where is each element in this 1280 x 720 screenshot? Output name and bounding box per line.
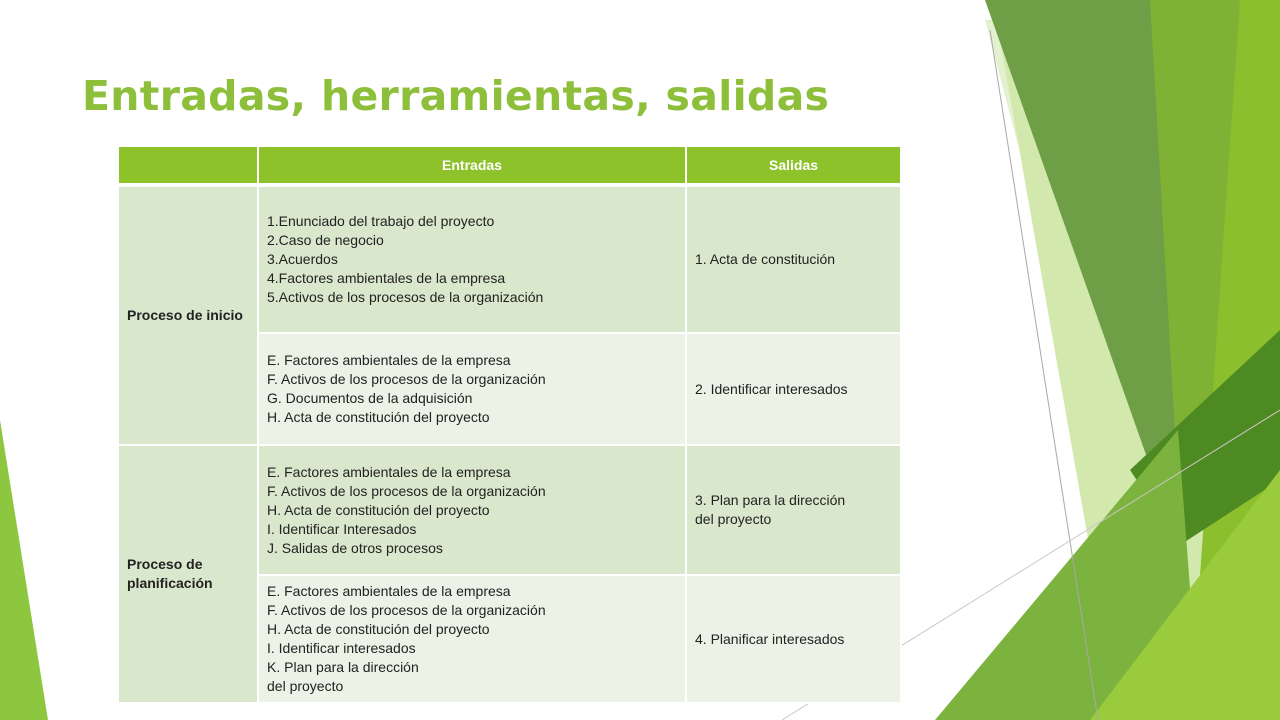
process-planificacion-cell: Proceso de planificación [118,445,258,703]
entradas-cell [258,185,686,333]
entrada-item: E. Factores ambientales de la empresa [267,583,511,599]
salida-item: 4. Planificar interesados [695,630,845,647]
entradas-cell [258,445,686,575]
table-row [118,185,901,333]
entrada-item: del proyecto [267,678,344,694]
entrada-item: 4.Factores ambientales de la empresa [267,270,506,286]
entrada-item: F. Activos de los procesos de la organización [267,371,546,387]
entrada-item: 5.Activos de los procesos de la organización [267,289,544,305]
salida-item: del proyecto [695,511,772,527]
entrada-item: I. Identificar Interesados [267,520,417,537]
slide-title: Entradas, herramientas, salidas [82,72,830,120]
entrada-item: F. Activos de los procesos de la organización [267,482,546,499]
entrada-item: K. Plan para la dirección [267,659,419,675]
entrada-item: I. Identificar interesados [267,640,416,656]
entrada-item: E. Factores ambientales de la empresa [267,463,511,480]
entrada-item: H. Acta de constitución del proyecto [267,409,490,425]
entrada-item: G. Documentos de la adquisición [267,390,473,406]
salidas-cell [686,575,901,703]
header-empty [118,146,258,185]
entrada-item: J. Salidas de otros procesos [267,539,443,556]
entrada-item: F. Activos de los procesos de la organización [267,602,546,618]
entrada-item: 2.Caso de negocio [267,232,384,248]
entrada-item: 3.Acuerdos [267,251,338,267]
header-salidas: Salidas [686,146,901,185]
entrada-item: E. Factores ambientales de la empresa [267,352,511,368]
left-edge-shape [0,420,48,720]
entrada-item: H. Acta de constitución del proyecto [267,501,490,518]
salidas-cell [686,333,901,445]
process-table [117,145,902,704]
salida-item: 2. Identificar interesados [695,380,848,397]
entradas-cell [258,575,686,703]
entrada-item: H. Acta de constitución del proyecto [267,621,490,637]
table-header-row [118,146,901,185]
salida-item: 3. Plan para la dirección [695,492,846,508]
entrada-item: 1.Enunciado del trabajo del proyecto [267,213,495,229]
salida-item: 1. Acta de constitución [695,251,836,267]
table-row [118,445,901,575]
salidas-cell [686,185,901,333]
salidas-cell [686,445,901,575]
process-inicio-cell: Proceso de inicio [118,185,258,445]
entradas-cell [258,333,686,445]
header-entradas: Entradas [258,146,686,185]
